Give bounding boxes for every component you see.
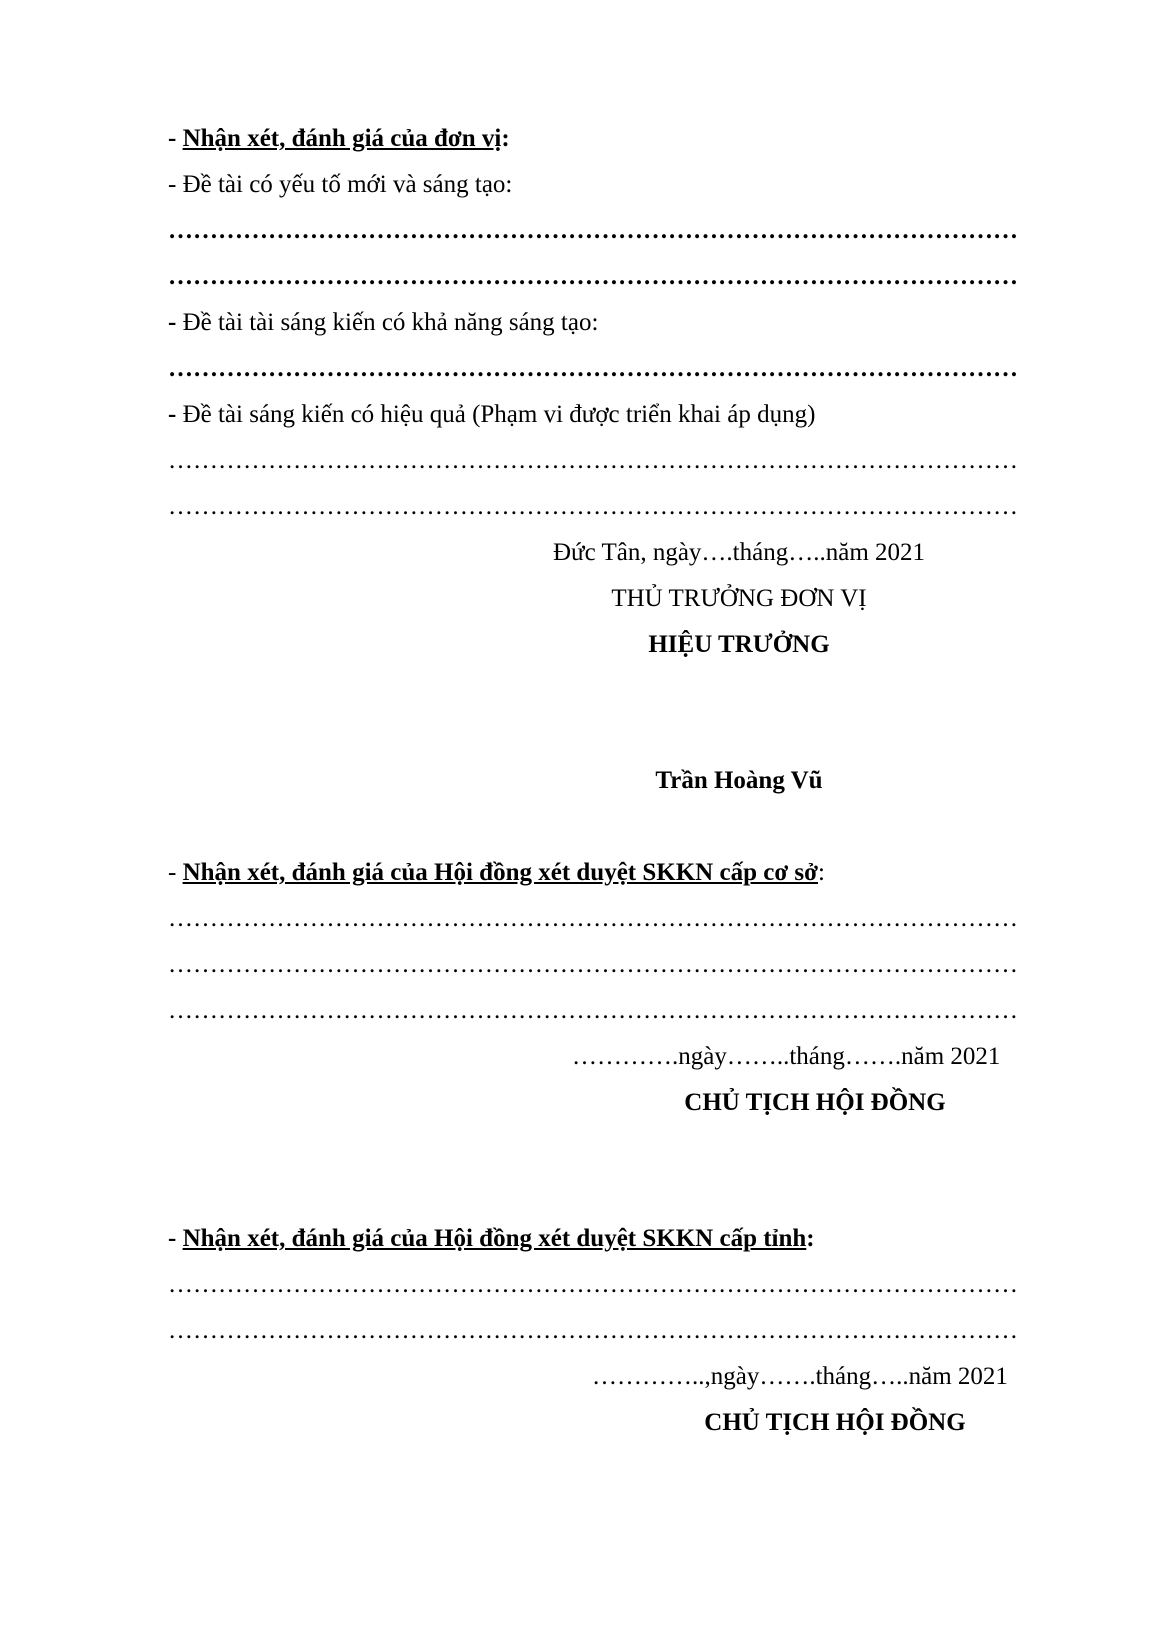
unit-signer-name: Trần Hoàng Vũ — [655, 767, 823, 794]
province-dot-line-2: ………………………………………………………………………………………… — [168, 1317, 1018, 1344]
unit-dot-line-2: ………………………………………………………………………………………… — [168, 263, 1018, 290]
base-heading-colon: : — [817, 859, 825, 886]
province-heading-title: Nhận xét, đánh giá của Hội đồng xét duyệt SKKN cấp tỉnh — [182, 1225, 807, 1252]
province-date-line: …………..,ngày…….tháng…..năm 2021 — [592, 1363, 1008, 1390]
unit-date-line: Đức Tân, ngày….tháng…..năm 2021 — [552, 539, 926, 566]
unit-dot-line-4: ………………………………………………………………………………………… — [168, 447, 1018, 474]
unit-heading-dash: - — [168, 125, 183, 152]
province-heading-colon: : — [806, 1225, 815, 1252]
unit-item-effectiveness — [168, 400, 815, 430]
base-date-line: ………….ngày……..tháng…….năm 2021 — [572, 1043, 1001, 1070]
province-heading — [168, 1224, 815, 1254]
base-heading-title: Nhận xét, đánh giá của Hội đồng xét duyệt SKKN cấp cơ sở — [182, 859, 818, 886]
unit-item-capability-text: Đề tài tài sáng kiến có khả năng sáng tạo: — [182, 309, 599, 336]
base-dot-line-1: ………………………………………………………………………………………… — [168, 905, 1018, 932]
unit-position: HIỆU TRƯỞNG — [648, 631, 830, 658]
unit-dot-line-3: ………………………………………………………………………………………… — [168, 355, 1018, 382]
unit-dot-line-5: ………………………………………………………………………………………… — [168, 493, 1018, 520]
base-heading — [168, 858, 825, 888]
unit-heading-colon: : — [501, 125, 510, 152]
base-dot-line-3: ………………………………………………………………………………………… — [168, 997, 1018, 1024]
unit-heading — [168, 124, 510, 154]
unit-item-effectiveness-dash: - — [168, 401, 183, 428]
province-role: CHỦ TỊCH HỘI ĐỒNG — [704, 1409, 966, 1436]
base-role: CHỦ TỊCH HỘI ĐỒNG — [684, 1089, 946, 1116]
base-heading-dash: - — [168, 859, 183, 886]
province-heading-dash: - — [168, 1225, 183, 1252]
unit-item-effectiveness-text: Đề tài sáng kiến có hiệu quả (Phạm vi được triển khai áp dụng) — [182, 401, 816, 428]
base-dot-line-2: ………………………………………………………………………………………… — [168, 951, 1018, 978]
unit-item-new-creative: - Đề tài có yếu tố mới và sáng tạo: — [168, 171, 513, 198]
unit-item-capability-dash: - — [168, 309, 183, 336]
unit-dot-line-1: ………………………………………………………………………………………… — [168, 217, 1018, 244]
province-dot-line-1: ………………………………………………………………………………………… — [168, 1271, 1018, 1298]
unit-role: THỦ TRƯỞNG ĐƠN VỊ — [611, 585, 867, 612]
unit-item-capability — [168, 308, 598, 338]
unit-heading-title: Nhận xét, đánh giá của đơn vị — [182, 125, 502, 152]
